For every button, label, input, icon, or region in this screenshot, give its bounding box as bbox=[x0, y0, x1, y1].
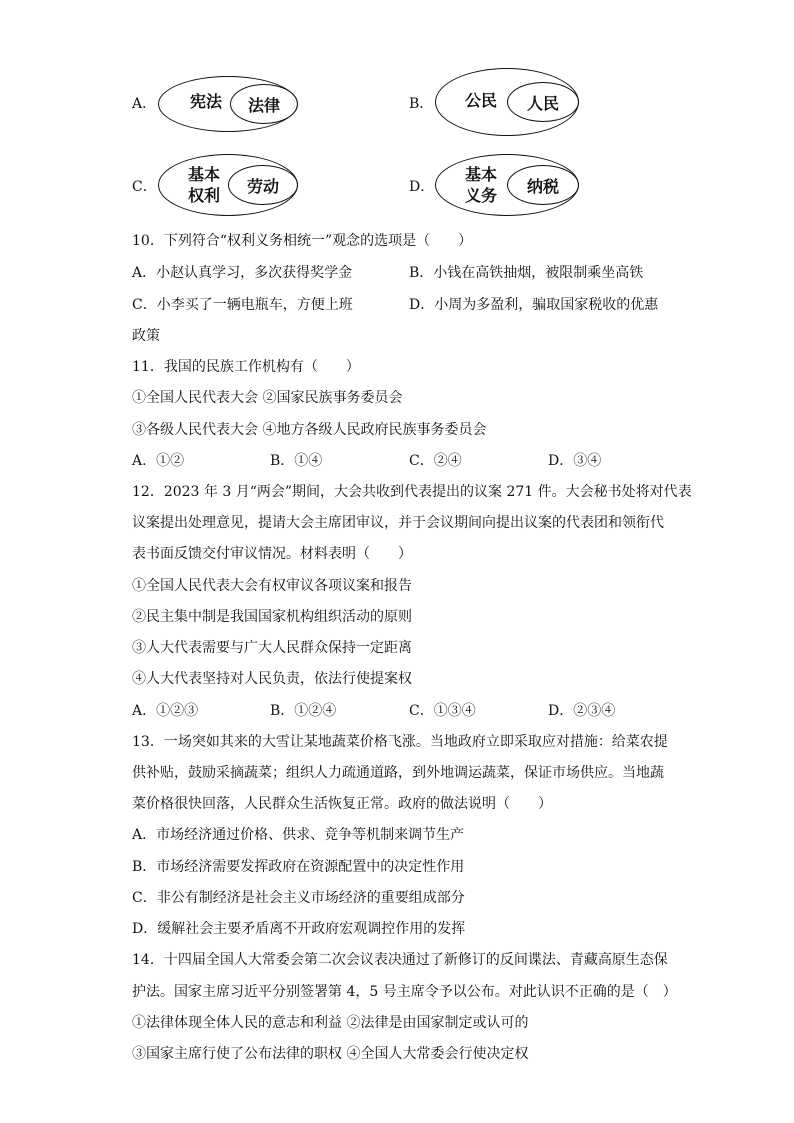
q11-option-d: D．③④ bbox=[548, 453, 602, 469]
q10-option-b: B．小钱在高铁抽烟，被限制乘坐高铁 bbox=[409, 265, 644, 281]
inner-label: 法律 bbox=[247, 95, 280, 115]
outer-label: 公民 bbox=[464, 91, 497, 110]
q14-stem-line2: 护法。国家主席习近平分别签署第 4，5 号主席令予以公布。对此认识不正确的是（ ） bbox=[132, 984, 677, 1000]
q10-option-d: D．小周为多盈利，骗取国家税收的优惠 bbox=[409, 297, 659, 313]
q12-option-c: C．①③④ bbox=[409, 703, 476, 719]
q12-option-d: D．②③④ bbox=[548, 703, 616, 719]
q13-option-c: C．非公有制经济是社会主义市场经济的重要组成部分 bbox=[132, 890, 465, 906]
q11-option-a: A．①② bbox=[132, 453, 185, 469]
inner-ellipse-law bbox=[230, 84, 298, 124]
q12-stem-line2: 议案提出处理意见，提请大会主席团审议，并于会议期间向提出议案的代表团和领衔代 bbox=[132, 515, 664, 531]
option-c-letter: C． bbox=[132, 179, 157, 195]
inner-ellipse-labor bbox=[228, 165, 298, 205]
inner-label: 纳税 bbox=[526, 176, 559, 196]
q13-stem-line1: 13．一场突如其来的大雪让某地蔬菜价格飞涨。当地政府立即采取应对措施：给菜农提 bbox=[132, 734, 668, 750]
q12-option-a: A．①②③ bbox=[132, 703, 199, 719]
q13-option-b: B．市场经济需要发挥政府在资源配置中的决定性作用 bbox=[132, 859, 465, 875]
option-d-diagram bbox=[409, 152, 589, 218]
option-c-diagram bbox=[132, 152, 312, 218]
q12-statement-1: ①全国人民代表大会有权审议各项议案和报告 bbox=[132, 578, 412, 594]
q13-stem-line2: 供补贴，鼓励采摘蔬菜；组织人力疏通道路，到外地调运蔬菜，保证市场供应。当地蔬 bbox=[132, 765, 664, 781]
option-a-letter: A． bbox=[132, 96, 157, 112]
q11-option-b: B．①④ bbox=[270, 453, 323, 469]
outer-label-line1: 基本 bbox=[464, 165, 497, 184]
q11-statements-1: ①全国人民代表大会 ②国家民族事务委员会 bbox=[132, 390, 403, 406]
q11-statements-2: ③各级人民代表大会 ④地方各级人民政府民族事务委员会 bbox=[132, 422, 487, 438]
option-d-letter: D． bbox=[409, 179, 435, 195]
q12-statement-2: ②民主集中制是我国国家机构组织活动的原则 bbox=[132, 609, 412, 625]
outer-label-line2: 权利 bbox=[187, 186, 220, 205]
inner-ellipse-tax bbox=[507, 165, 579, 205]
q12-option-b: B．①②④ bbox=[270, 703, 337, 719]
q14-statements-2: ③国家主席行使了公布法律的职权 ④全国人大常委会行使决定权 bbox=[132, 1046, 529, 1062]
q10-option-a: A．小赵认真学习，多次获得奖学金 bbox=[132, 265, 353, 281]
q13-option-d: D．缓解社会主要矛盾离不开政府宏观调控作用的发挥 bbox=[132, 921, 466, 937]
option-a-diagram bbox=[132, 74, 312, 134]
outer-label-line1: 基本 bbox=[187, 165, 220, 184]
q12-statement-3: ③人大代表需要与广大人民群众保持一定距离 bbox=[132, 640, 412, 656]
q10-option-c: C．小李买了一辆电瓶车，方便上班 bbox=[132, 297, 353, 313]
inner-label: 劳动 bbox=[246, 176, 279, 196]
option-b-diagram bbox=[409, 66, 589, 138]
q12-statement-4: ④人大代表坚持对人民负责，依法行使提案权 bbox=[132, 671, 412, 687]
q11-stem: 11．我国的民族工作机构有（ ） bbox=[132, 359, 360, 375]
q10-stem: 10．下列符合“权利义务相统一”观念的选项是（ ） bbox=[132, 233, 473, 249]
outer-label-line2: 义务 bbox=[464, 186, 497, 205]
q14-stem-line1: 14．十四届全国人大常委会第二次会议表决通过了新修订的反间谍法、青藏高原生态保 bbox=[132, 952, 668, 968]
inner-label: 人民 bbox=[526, 93, 559, 113]
outer-label: 宪法 bbox=[189, 92, 222, 111]
q12-stem-line3: 表书面反馈交付审议情况。材料表明（ ） bbox=[132, 546, 412, 562]
inner-ellipse-people bbox=[507, 82, 579, 122]
q14-statements-1: ①法律体现全体人民的意志和利益 ②法律是由国家制定或认可的 bbox=[132, 1015, 529, 1031]
option-b-letter: B． bbox=[409, 96, 434, 112]
q10-option-d-continued: 政策 bbox=[132, 328, 160, 344]
q13-option-a: A．市场经济通过价格、供求、竞争等机制来调节生产 bbox=[132, 827, 465, 843]
q11-option-c: C．②④ bbox=[409, 453, 462, 469]
q13-stem-line3: 菜价格很快回落，人民群众生活恢复正常。政府的做法说明（ ） bbox=[132, 796, 552, 812]
q12-stem-line1: 12．2023 年 3 月“两会”期间，大会共收到代表提出的议案 271 件。大会秘书处将对代表 bbox=[132, 484, 692, 500]
